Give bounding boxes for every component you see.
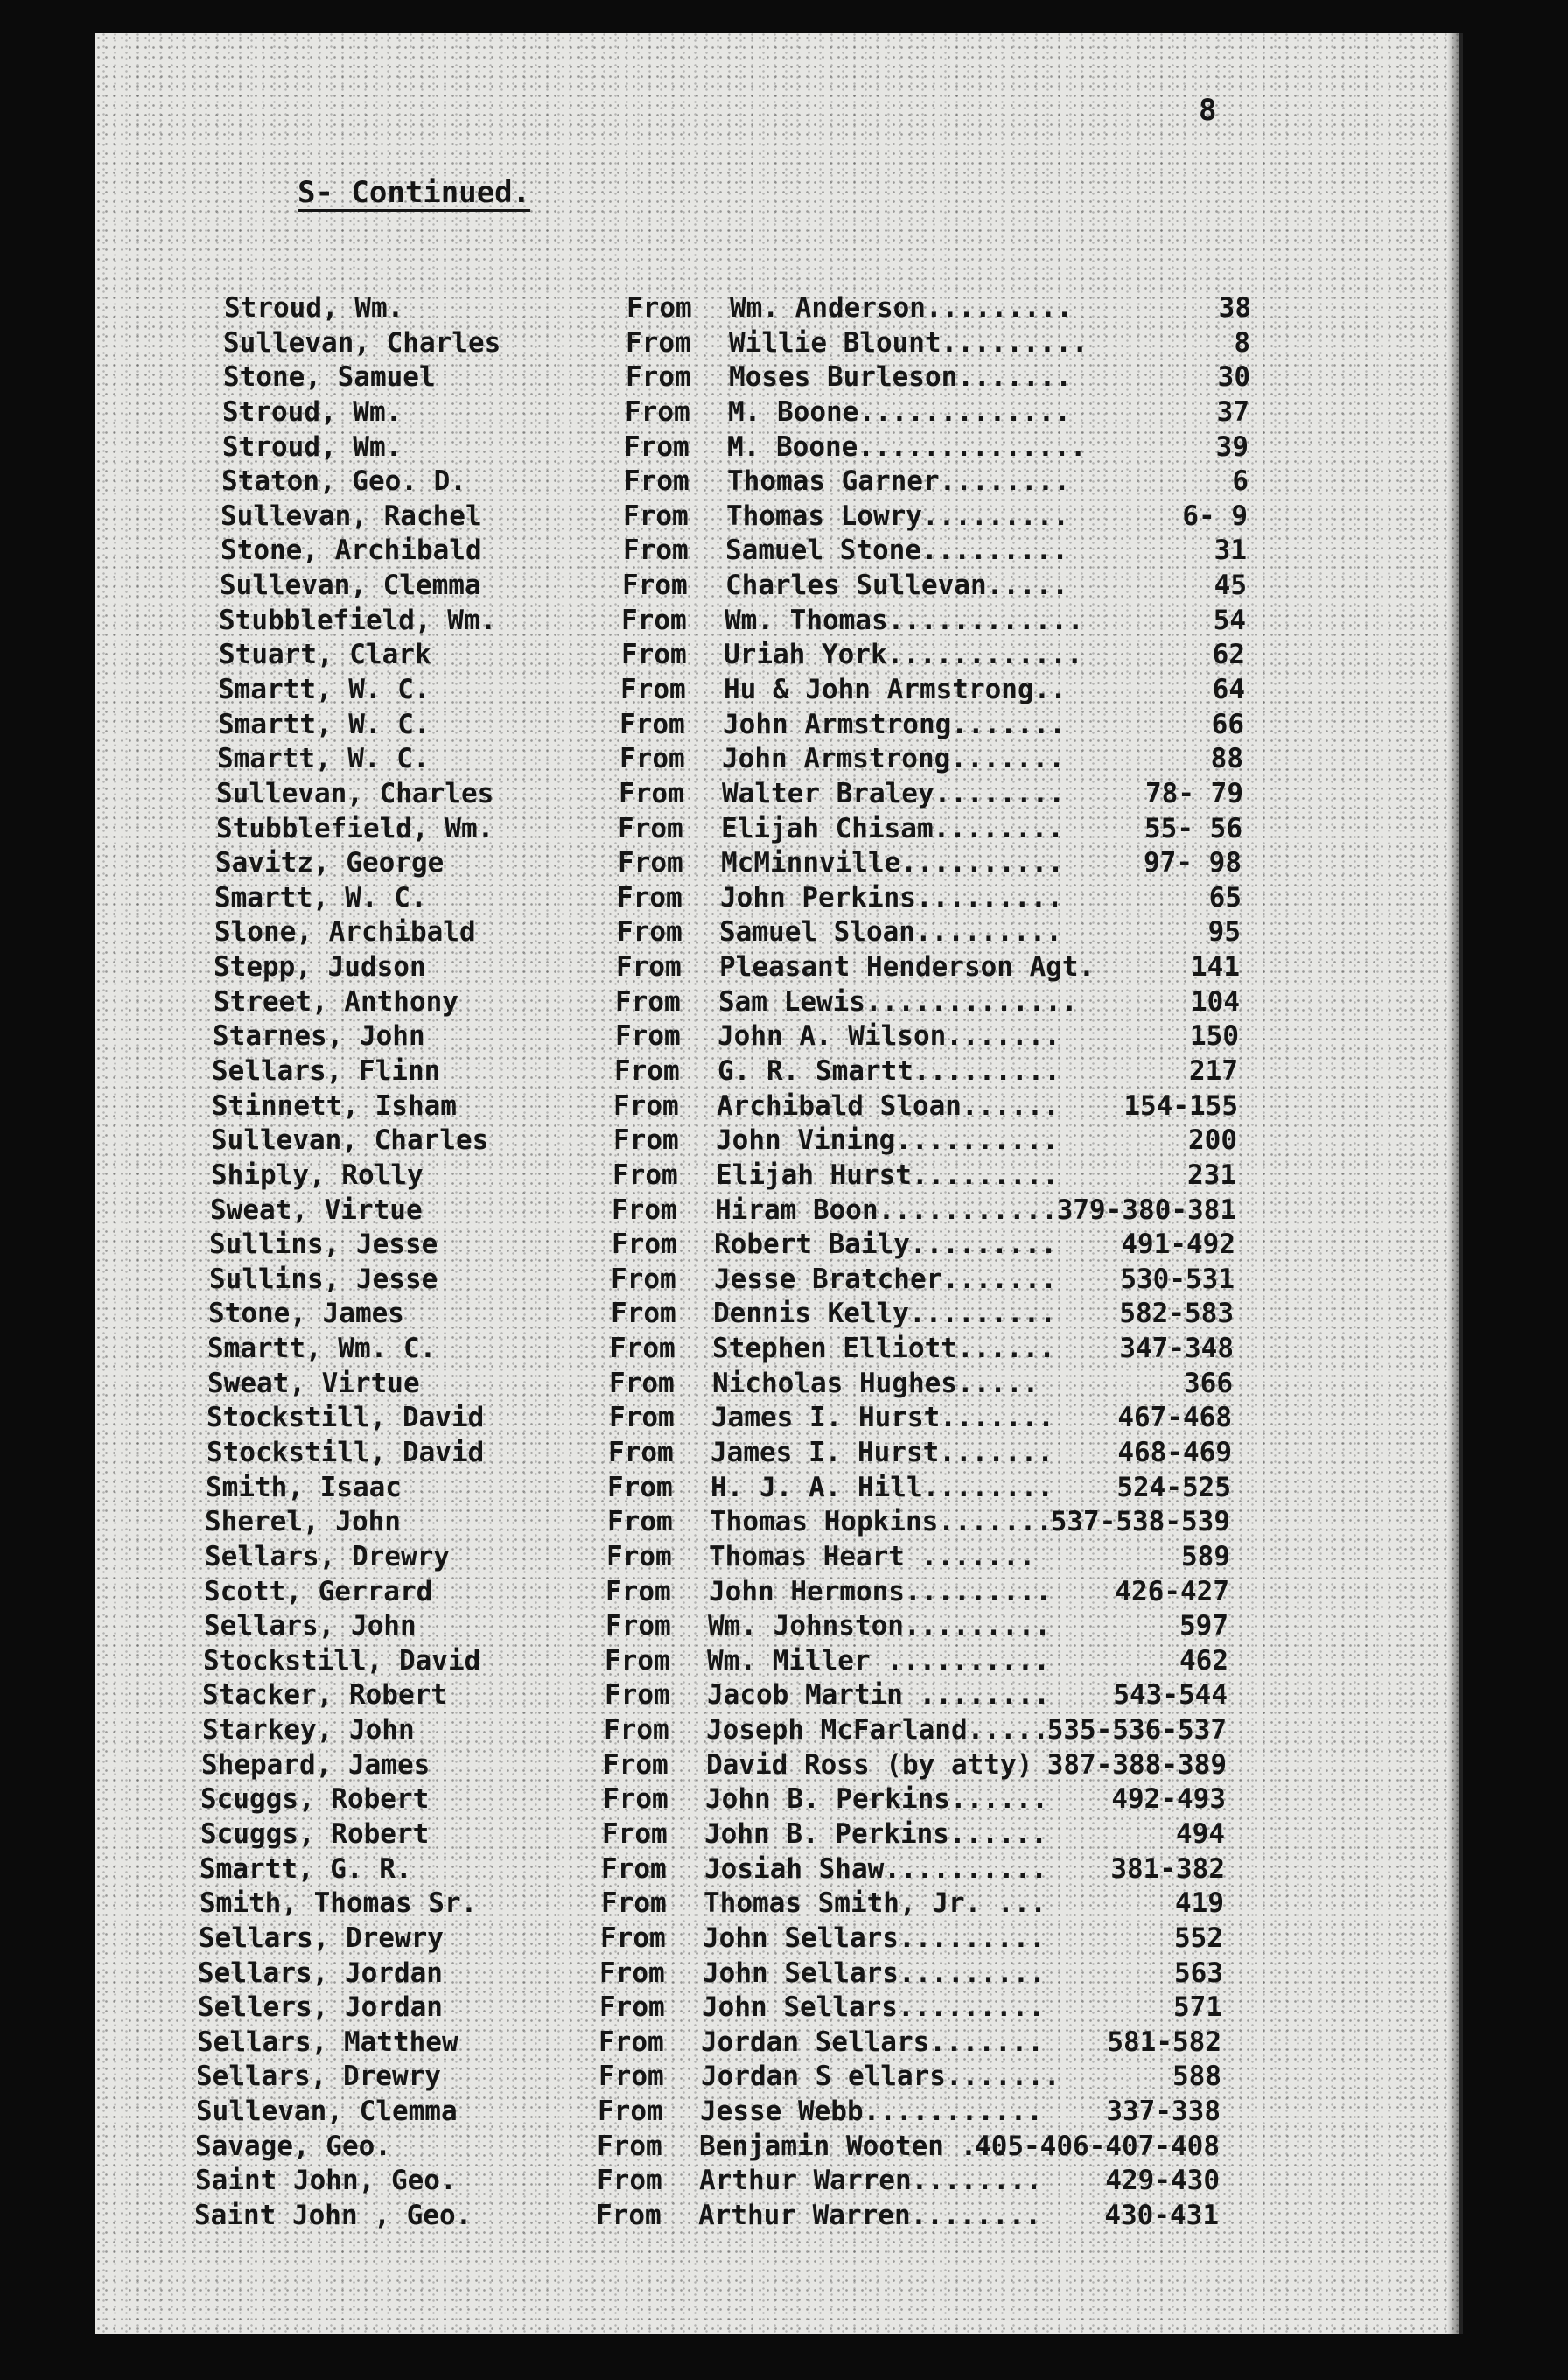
page-reference: 467-468 [1117, 1402, 1232, 1433]
from-label: From [617, 916, 682, 948]
grantee-name: Stroud, Wm. [224, 292, 404, 324]
grantor-name: Pleasant Henderson Agt. [719, 951, 1096, 983]
index-entry [94, 914, 1460, 949]
page-reference: 462 [1180, 1645, 1228, 1676]
from-label: From [626, 361, 691, 393]
grantee-name: Sellars, Drewry [196, 2061, 441, 2092]
grantee-name: Starnes, John [213, 1020, 425, 1052]
grantor-name: Wm. Johnston......... [708, 1610, 1051, 1642]
index-entry [94, 707, 1460, 742]
grantor-name: Uriah York............ [724, 639, 1083, 670]
page-reference: 150 [1190, 1020, 1239, 1052]
grantor-name: John Armstrong....... [723, 709, 1066, 740]
grantee-name: Staton, Geo. D. [221, 466, 466, 497]
grantor-name: Arthur Warren........ [699, 2165, 1042, 2196]
grantor-name: Archibald Sloan...... [717, 1090, 1060, 1122]
grantor-name: Jacob Martin ........ [707, 1679, 1050, 1711]
grantor-name: John Sellars......... [703, 1957, 1046, 1989]
grantor-name: Joseph McFarland..... [706, 1714, 1049, 1746]
page-reference: 430-431 [1104, 2200, 1219, 2231]
page-reference: 535-536-537 [1046, 1714, 1227, 1746]
grantee-name: Sullevan, Clemma [220, 570, 481, 601]
from-label: From [599, 1992, 665, 2023]
index-entry [94, 1574, 1460, 1609]
index-entry [94, 672, 1460, 707]
from-label: From [605, 1679, 670, 1711]
from-label: From [609, 1402, 675, 1433]
from-label: From [613, 1090, 679, 1122]
page-reference: 543-544 [1113, 1679, 1228, 1711]
grantor-name: Moses Burleson....... [729, 361, 1072, 393]
index-entry [94, 1921, 1460, 1956]
grantee-name: Sullins, Jesse [209, 1264, 438, 1295]
from-label: From [618, 847, 683, 878]
index-entry [94, 2129, 1460, 2164]
grantee-name: Sullevan, Charles [223, 327, 501, 359]
from-label: From [615, 986, 681, 1018]
page-reference: 524-525 [1116, 1472, 1231, 1503]
index-entry [94, 776, 1460, 811]
grantee-name: Stinnett, Isham [212, 1090, 457, 1122]
grantee-name: Savitz, George [215, 847, 444, 878]
page-reference: 588 [1172, 2061, 1222, 2092]
grantor-name: Hiram Boon........... [715, 1194, 1058, 1226]
index-entry [94, 1608, 1460, 1643]
grantee-name: Smith, Isaac [206, 1472, 402, 1503]
grantee-name: Slone, Archibald [214, 916, 476, 948]
page-reference: 141 [1191, 951, 1240, 983]
from-label: From [601, 1853, 667, 1885]
page-reference: 379-380-381 [1056, 1194, 1236, 1226]
from-label: From [620, 674, 686, 705]
index-entry [94, 1088, 1460, 1124]
page-reference: 597 [1180, 1610, 1228, 1642]
from-label: From [617, 882, 682, 914]
grantee-name: Sullevan, Rachel [220, 500, 482, 532]
page-reference: 537-538-539 [1050, 1506, 1230, 1537]
index-entry [94, 811, 1460, 846]
index-entry [94, 2094, 1460, 2129]
index-entry [94, 290, 1460, 326]
from-label: From [605, 1645, 670, 1676]
grantor-name: Stephen Elliott...... [712, 1333, 1055, 1364]
grantee-name: Scuggs, Robert [200, 1818, 430, 1850]
grantor-name: Samuel Stone......... [725, 535, 1068, 566]
index-entry [94, 1712, 1460, 1747]
grantor-name: Benjamin Wooten ... [699, 2131, 1010, 2162]
grantee-name: Smith, Thomas Sr. [200, 1887, 478, 1919]
grantor-name: Thomas Lowry......... [726, 500, 1069, 532]
from-label: From [608, 1437, 674, 1468]
index-entry [94, 741, 1460, 776]
index-entry [94, 360, 1460, 395]
page-reference: 387-388-389 [1046, 1749, 1227, 1781]
from-label: From [599, 1957, 665, 1989]
page-reference: 381-382 [1110, 1853, 1225, 1885]
from-label: From [612, 1228, 677, 1260]
page-reference: 571 [1173, 1992, 1222, 2023]
from-label: From [616, 951, 682, 983]
page-reference: 65 [1208, 882, 1242, 914]
page-reference: 494 [1176, 1818, 1225, 1850]
grantor-name: Josiah Shaw.......... [704, 1853, 1047, 1885]
grantee-name: Smartt, W. C. [218, 674, 430, 705]
from-label: From [596, 2200, 662, 2231]
grantee-name: Stone, James [208, 1298, 404, 1329]
page-edge-shadow [1447, 33, 1460, 2334]
grantor-name: John A. Wilson....... [718, 1020, 1060, 1052]
page-reference: 582-583 [1119, 1298, 1234, 1329]
grantor-name: Arthur Warren........ [698, 2200, 1041, 2231]
from-label: From [621, 639, 687, 670]
grantor-name: Elijah Hurst......... [716, 1159, 1059, 1191]
grantee-name: Smartt, W. C. [214, 882, 427, 914]
grantor-name: James I. Hurst....... [710, 1437, 1054, 1468]
grantor-name: Hu & John Armstrong.. [724, 674, 1067, 705]
from-label: From [626, 327, 691, 359]
index-entry [94, 949, 1460, 984]
page-reference: 589 [1181, 1541, 1230, 1572]
grantee-name: Sellars, Drewry [199, 1922, 444, 1954]
page-reference: 217 [1189, 1055, 1238, 1087]
grantor-name: Wm. Anderson......... [730, 292, 1073, 324]
grantor-name: H. J. A. Hill........ [710, 1472, 1054, 1503]
from-label: From [624, 431, 690, 463]
page-reference: 30 [1217, 361, 1250, 393]
from-label: From [618, 813, 683, 844]
grantor-name: G. R. Smartt......... [718, 1055, 1060, 1087]
grantee-name: Stubblefield, Wm. [216, 813, 494, 844]
page-reference: 231 [1187, 1159, 1236, 1191]
page-reference: 419 [1175, 1887, 1224, 1919]
page-reference: 66 [1211, 709, 1244, 740]
from-label: From [598, 2026, 664, 2058]
grantee-name: Sellars, Matthew [197, 2026, 458, 2058]
from-label: From [619, 778, 684, 809]
index-entry [94, 1054, 1460, 1088]
grantee-name: Smartt, W. C. [217, 743, 430, 774]
index-entry [94, 880, 1460, 915]
grantor-name: M. Boone.............. [727, 431, 1087, 463]
page-reference: 429-430 [1105, 2165, 1220, 2196]
index-entry [94, 845, 1460, 880]
grantee-name: Stubblefield, Wm. [219, 605, 497, 636]
grantee-name: Stone, Samuel [223, 361, 436, 393]
page-reference: 366 [1184, 1368, 1233, 1399]
index-entry [94, 1227, 1460, 1262]
grantee-name: Shepard, James [201, 1749, 430, 1781]
from-label: From [620, 709, 685, 740]
grantee-name: Stockstill, David [203, 1645, 481, 1676]
index-entry [94, 2163, 1460, 2198]
page-reference: 8 [1234, 327, 1250, 359]
page-reference: 55- 56 [1144, 813, 1242, 844]
grantor-name: Jordan Sellars....... [701, 2026, 1044, 2058]
index-entry [94, 430, 1460, 465]
index-entry [94, 1539, 1460, 1574]
grantee-name: Stepp, Judson [214, 951, 426, 983]
from-label: From [611, 1298, 676, 1329]
grantee-name: Sullevan, Clemma [196, 2096, 458, 2127]
from-label: From [598, 2096, 663, 2127]
from-label: From [600, 1922, 666, 1954]
from-label: From [609, 1368, 675, 1399]
index-entry [94, 1435, 1460, 1470]
page-reference: 54 [1213, 605, 1246, 636]
index-entry [94, 1782, 1460, 1816]
grantor-name: Jesse Webb........... [700, 2096, 1043, 2127]
index-entry [94, 2025, 1460, 2060]
grantee-name: Smartt, Wm. C. [207, 1333, 437, 1364]
grantor-name: M. Boone............. [728, 396, 1071, 428]
from-label: From [623, 500, 689, 532]
grantee-name: Sellars, John [204, 1610, 416, 1642]
grantor-name: Dennis Kelly......... [713, 1298, 1056, 1329]
grantor-name: Nicholas Hughes..... [712, 1368, 1040, 1399]
grantee-name: Shiply, Rolly [211, 1159, 424, 1191]
page-reference: 200 [1188, 1124, 1237, 1156]
index-entry [94, 1193, 1460, 1228]
index-entry [94, 326, 1460, 360]
index-entry [94, 603, 1460, 638]
from-label: From [607, 1472, 673, 1503]
from-label: From [620, 743, 685, 774]
page-reference: 563 [1174, 1957, 1223, 1989]
from-label: From [624, 466, 690, 497]
grantee-name: Scott, Gerrard [204, 1576, 433, 1607]
grantor-name: Jordan S ellars....... [701, 2061, 1060, 2092]
page-reference: 31 [1214, 535, 1247, 566]
grantee-name: Street, Anthony [214, 986, 458, 1018]
from-label: From [602, 1818, 668, 1850]
grantor-name: Thomas Smith, Jr. ... [704, 1887, 1046, 1919]
from-label: From [615, 1020, 681, 1052]
grantee-name: Sweat, Virtue [210, 1194, 423, 1226]
grantor-name: James I. Hurst....... [711, 1402, 1054, 1433]
grantee-name: Sellars, Flinn [212, 1055, 441, 1087]
index-entry [94, 1296, 1460, 1331]
grantee-name: Stuart, Clark [219, 639, 431, 670]
grantee-name: Sherel, John [205, 1506, 401, 1537]
from-label: From [626, 292, 692, 324]
from-label: From [597, 2165, 662, 2196]
grantor-name: John Hermons......... [709, 1576, 1052, 1607]
from-label: From [613, 1124, 679, 1156]
index-entry [94, 1677, 1460, 1712]
index-entry [94, 1643, 1460, 1678]
index-entry [94, 1331, 1460, 1366]
grantor-name: Willie Blount......... [729, 327, 1088, 359]
grantor-name: John Perkins......... [720, 882, 1063, 914]
grantee-name: Saint John , Geo. [194, 2200, 472, 2231]
grantee-name: Sullevan, Charles [211, 1124, 489, 1156]
page-reference: 492-493 [1111, 1783, 1226, 1815]
grantee-name: Stroud, Wm. [222, 431, 402, 463]
index-entry [94, 1852, 1460, 1886]
index-entry [94, 568, 1460, 603]
index-entry [94, 395, 1460, 430]
page-reference: 581-582 [1107, 2026, 1222, 2058]
from-label: From [603, 1749, 668, 1781]
grantee-name: Stroud, Wm. [222, 396, 402, 428]
grantor-name: Thomas Hopkins....... [710, 1506, 1053, 1537]
grantor-name: John Sellars......... [703, 1922, 1046, 1954]
from-label: From [612, 1159, 678, 1191]
grantee-name: Starkey, John [202, 1714, 415, 1746]
grantor-name: Jesse Bratcher....... [714, 1264, 1057, 1295]
grantee-name: Stockstill, David [206, 1437, 485, 1468]
grantor-name: John B. Perkins...... [704, 1818, 1047, 1850]
page-reference: 552 [1174, 1922, 1223, 1954]
index-entry [94, 1816, 1460, 1852]
grantor-name: Walter Braley........ [722, 778, 1065, 809]
index-entry [94, 499, 1460, 534]
from-label: From [606, 1541, 672, 1572]
page-reference: 78- 79 [1145, 778, 1243, 809]
from-label: From [622, 570, 688, 601]
grantor-name: David Ross (by atty) [706, 1749, 1033, 1781]
index-entry [94, 1018, 1460, 1054]
index-entry [94, 1158, 1460, 1193]
grantee-name: Scuggs, Robert [200, 1783, 430, 1815]
from-label: From [610, 1333, 676, 1364]
index-entry [94, 1366, 1460, 1401]
from-label: From [603, 1783, 668, 1815]
grantor-name: Sam Lewis............. [718, 986, 1078, 1018]
index-entry [94, 1956, 1460, 1991]
grantor-name: John Armstrong....... [722, 743, 1065, 774]
index-entry [94, 1400, 1460, 1435]
from-label: From [623, 535, 689, 566]
grantor-name: Thomas Heart ....... [709, 1541, 1036, 1572]
grantee-name: Stacker, Robert [202, 1679, 447, 1711]
page-reference: 530-531 [1120, 1264, 1235, 1295]
index-entry [94, 1262, 1460, 1297]
grantee-name: Sellars, Jordan [198, 1957, 443, 1989]
grantee-name: Sellars, Drewry [205, 1541, 450, 1572]
index-entry [94, 2059, 1460, 2094]
grantor-name: Charles Sullevan..... [725, 570, 1068, 601]
index-entry [94, 1123, 1460, 1158]
page-reference: 468-469 [1117, 1437, 1232, 1468]
from-label: From [606, 1610, 671, 1642]
page-reference: 97- 98 [1144, 847, 1242, 878]
grantee-name: Saint John, Geo. [195, 2165, 457, 2196]
from-label: From [597, 2131, 662, 2162]
from-label: From [625, 396, 690, 428]
grantee-name: Sullins, Jesse [209, 1228, 438, 1260]
index-entry [94, 1504, 1460, 1539]
grantor-name: John Vining.......... [716, 1124, 1059, 1156]
grantee-name: Sweat, Virtue [207, 1368, 420, 1399]
page-reference: 37 [1216, 396, 1250, 428]
from-label: From [612, 1194, 677, 1226]
index-entry [94, 2198, 1460, 2233]
grantee-name: Smartt, G. R. [200, 1853, 412, 1885]
grantor-name: Samuel Sloan......... [719, 916, 1062, 948]
grantee-name: Stockstill, David [206, 1402, 485, 1433]
grantee-name: Sullevan, Charles [216, 778, 494, 809]
page-reference: 337-338 [1106, 2096, 1221, 2127]
document-page [94, 33, 1463, 2334]
section-heading: S- Continued. [298, 175, 531, 210]
page-reference: 64 [1212, 674, 1245, 705]
from-label: From [606, 1576, 671, 1607]
grantee-name: Smartt, W. C. [218, 709, 430, 740]
grantor-name: John Sellars......... [702, 1992, 1045, 2023]
page-reference: 104 [1191, 986, 1240, 1018]
page-reference: 6- 9 [1182, 500, 1248, 532]
page-number: 8 [1199, 93, 1217, 128]
from-label: From [598, 2061, 664, 2092]
page-reference: 405-406-407-408 [975, 2131, 1220, 2162]
page-reference: 38 [1218, 292, 1251, 324]
index-entry [94, 464, 1460, 499]
page-reference: 95 [1208, 916, 1241, 948]
from-label: From [611, 1264, 676, 1295]
page-reference: 6 [1232, 466, 1249, 497]
grantor-name: McMinnville.......... [721, 847, 1064, 878]
index-entry [94, 533, 1460, 568]
grantor-name: Robert Baily......... [714, 1228, 1057, 1260]
from-label: From [614, 1055, 680, 1087]
index-entry [94, 1747, 1460, 1782]
grantor-name: Elijah Chisam........ [721, 813, 1064, 844]
index-entry [94, 1990, 1460, 2025]
from-label: From [607, 1506, 673, 1537]
from-label: From [601, 1887, 667, 1919]
page-reference: 491-492 [1121, 1228, 1236, 1260]
grantor-name: John B. Perkins...... [705, 1783, 1048, 1815]
page-reference: 426-427 [1115, 1576, 1229, 1607]
page-reference: 347-348 [1119, 1333, 1234, 1364]
grantor-name: Thomas Garner........ [727, 466, 1070, 497]
index-entry [94, 637, 1460, 672]
grantee-name: Savage, Geo. [195, 2131, 391, 2162]
index-entry [94, 984, 1460, 1019]
from-label: From [621, 605, 687, 636]
page-reference: 88 [1210, 743, 1243, 774]
grantor-name: Wm. Miller .......... [707, 1645, 1050, 1676]
from-label: From [604, 1714, 669, 1746]
index-entry [94, 1470, 1460, 1505]
index-entry [94, 1886, 1460, 1921]
grantee-name: Stone, Archibald [220, 535, 482, 566]
page-reference: 62 [1212, 639, 1245, 670]
grantee-name: Sellers, Jordan [198, 1992, 443, 2023]
page-reference: 45 [1214, 570, 1247, 601]
page-reference: 154-155 [1124, 1090, 1238, 1122]
page-reference: 39 [1215, 431, 1249, 463]
grantor-name: Wm. Thomas............ [724, 605, 1084, 636]
